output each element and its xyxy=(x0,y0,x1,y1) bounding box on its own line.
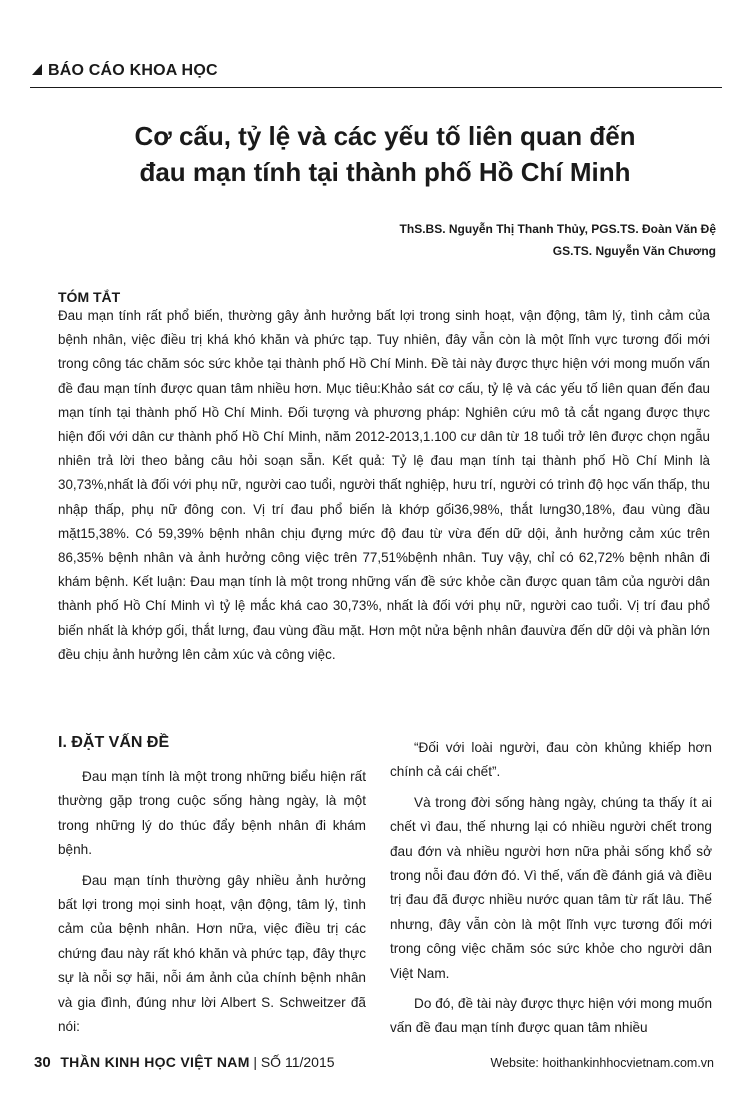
website-url: Website: hoithankinhhocvietnam.com.vn xyxy=(490,1056,714,1070)
triangle-icon xyxy=(32,64,42,75)
title-line-1: Cơ cấu, tỷ lệ và các yếu tố liên quan đến xyxy=(134,121,636,151)
journal-name: THẦN KINH HỌC VIỆT NAM xyxy=(60,1054,250,1070)
authors-line-1: ThS.BS. Nguyễn Thị Thanh Thủy, PGS.TS. Đoàn Văn Đệ xyxy=(399,222,716,236)
section-label xyxy=(32,62,218,80)
authors-line-2: GS.TS. Nguyễn Văn Chương xyxy=(552,244,716,258)
article-title xyxy=(90,118,680,190)
abstract-heading: TÓM TẮT xyxy=(58,289,121,305)
left-column xyxy=(58,765,366,1045)
page-number: 30 xyxy=(34,1054,51,1071)
paragraph: Do đó, đề tài này được thực hiện với mong muốn vấn đề đau mạn tính được quan tâm nhiều xyxy=(390,996,712,1036)
abstract-text: Đau mạn tính rất phổ biến, thường gây ảnh hưởng bất lợi trong sinh hoạt, vận động, tâm lý, tình cảm của bệnh nhân, việc điều trị khá khó khăn và phức tạp. Tuy nhiên, đây vẫn còn là một lĩnh vực tương đối mới trong công tác chăm sóc sức khỏe tại thành phố Hồ Chí Minh. Đề tài này được thực hiện với mong muốn vấn đề đau mạn tính được quan tâm nhiều hơn. Mục tiêu:Khảo sát cơ cấu, tỷ lệ và các yếu tố liên quan đến đau mạn tính tại thành phố Hồ Chí Minh. Đối tượng và phương pháp: Nghiên cứu mô tả cắt ngang được thực hiện đối với dân cư thành phố Hồ Chí Minh, năm 2012-2013,1.100 cư dân từ 18 tuổi trở lên được chọn ngẫu nhiên trả lời theo bảng câu hỏi soạn sẵn. Kết quả: Tỷ lệ đau mạn tính tại thành phố Hồ Chí Minh là 30,73%,nhất là đối với phụ nữ, người cao tuổi, người thất nghiệp, hưu trí, người có trình độ học vấn thấp, thu nhập thấp, phụ nữ đông con. Vị trí đau phổ biến là khớp gối36,98%, thắt lưng30,18%, đau vùng đầu mặt15,38%. Có 59,39% bệnh nhân chịu đựng mức độ đau từ vừa đến dữ dội, ảnh hưởng cảm xúc trên 86,35% bệnh nhân và ảnh hưởng công việc trên 77,51%bệnh nhân. Tuy vậy, chỉ có 62,72% bệnh nhân đi khám bệnh. Kết luận: Đau mạn tính là một trong những vấn đề sức khỏe cần được quan tâm của người dân thành phố Hồ Chí Minh vì tỷ lệ mắc khá cao 30,73%, nhất là đối với phụ nữ, người cao tuổi. Vị trí đau phổ biến nhất là khớp gối, thắt lưng, đau vùng đầu mặt. Hơn một nửa bệnh nhân đauvừa đến dữ dội và phần lớn đều chịu ảnh hưởng lên cảm xúc và công việc. xyxy=(58,308,710,662)
paragraph: Đau mạn tính là một trong những biểu hiện rất thường gặp trong cuộc sống hàng ngày, là một trong những lý do thúc đẩy bệnh nhân đi khám bệnh. xyxy=(58,769,366,858)
section-label-text: BÁO CÁO KHOA HỌC xyxy=(48,62,218,79)
title-line-2: đau mạn tính tại thành phố Hồ Chí Minh xyxy=(139,157,631,187)
paragraph: Đau mạn tính thường gây nhiều ảnh hưởng bất lợi trong mọi sinh hoạt, vận động, tâm lý, tình cảm của bệnh nhân. Hơn nữa, việc điều trị các chứng đau này rất khó khăn và phức tạp, đây thực sự là nỗi sợ hãi, nỗi ám ảnh của chính bệnh nhân và gia đình, đúng như lời Albert S. Schweitzer đã nói: xyxy=(58,872,366,1035)
page-footer xyxy=(34,1054,714,1078)
paragraph: Và trong đời sống hàng ngày, chúng ta thấy ít ai chết vì đau, thế nhưng lại có nhiều người chết trong đau đớn và nhiều người hơn nữa phải sống khổ sở trong nỗi đau đớn đó. Vì thế, vấn đề đánh giá và điều trị đau đã được nhiều nước quan tâm từ rất lâu. Thế nhưng, đây vẫn còn là một lĩnh vực tương đối mới trong công việc chăm sóc sức khỏe cho người dân Việt Nam. xyxy=(390,794,712,981)
issue-number: | SỐ 11/2015 xyxy=(253,1054,335,1070)
right-column xyxy=(390,736,712,1047)
quote-paragraph: “Đối với loài người, đau còn khủng khiếp hơn chính cả cái chết”. xyxy=(390,740,712,780)
header-rule xyxy=(30,87,722,88)
author-list xyxy=(256,218,716,262)
section-heading: I. ĐẶT VẤN ĐỀ xyxy=(58,734,170,751)
